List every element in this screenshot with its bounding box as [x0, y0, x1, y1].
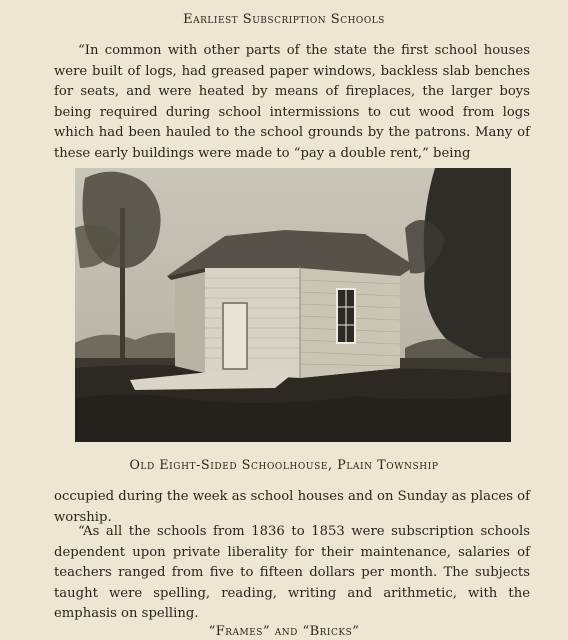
photo-caption: Old Eight-Sided Schoolhouse, Plain Township: [129, 457, 439, 472]
paragraph-subscription-schools: “As all the schools from 1836 to 1853 were subscription schools dependent upon private liberality for their maintenance, salaries of teachers ranged from five to fifteen dollars per month. The subjects taught were spelling, reading, writing and arithmetic, with the emphasis on spelling.: [54, 524, 530, 622]
schoolhouse-building: [167, 230, 415, 378]
paragraph-intro: “In common with other parts of the state the first school houses were built of logs, had greased paper windows, backless slab benches for seats, and were heated by means of fireplaces, the larger boys being required during school intermissions to cut wood from logs which had been hauled to the school grounds by the patrons. Many of these early buildings were made to “pay a double rent,” being: [54, 43, 530, 161]
schoolhouse-illustration: [75, 168, 511, 442]
paragraph-continuation: occupied during the week as school houses and on Sunday as places of worship.: [54, 489, 530, 525]
next-section-heading: “Frames” and “Bricks”: [208, 624, 360, 639]
running-head: Earliest Subscription Schools: [183, 12, 385, 27]
schoolhouse-photo: [75, 168, 511, 442]
